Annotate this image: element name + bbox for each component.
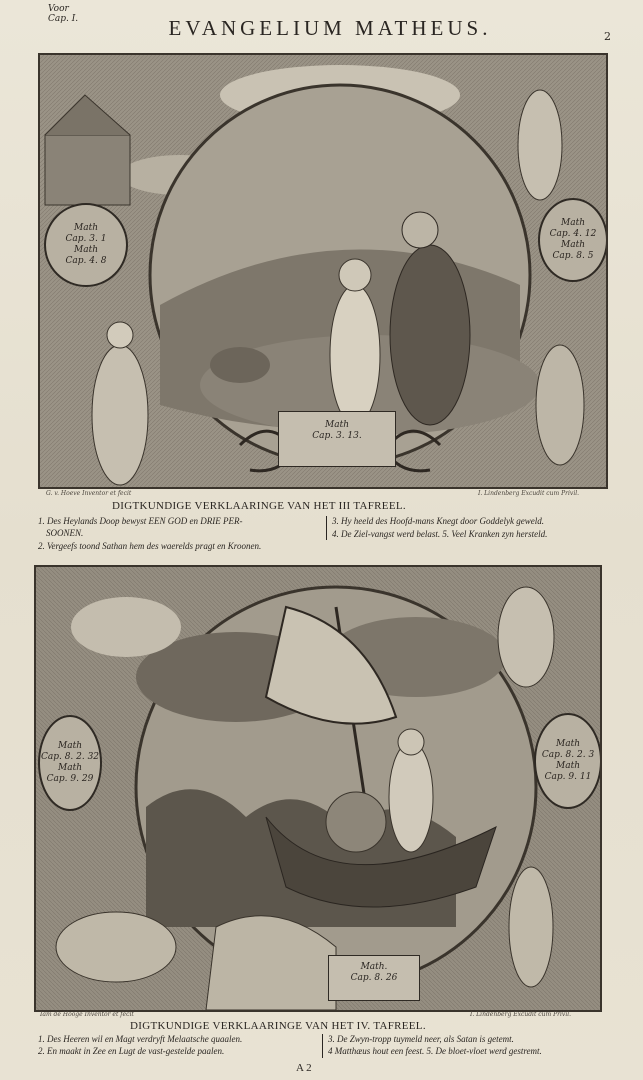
plate-caption: DIGTKUNDIGE VERKLAARINGE VAN HET III TAFREEL. [112, 500, 406, 512]
medallion-text: Cap. 4. 8 [65, 256, 107, 266]
scripture-medallion-left [44, 203, 128, 287]
page-title: EVANGELIUM MATHEUS. [168, 16, 492, 40]
medallion-text: Cap. 3. 1 [65, 234, 107, 244]
verse-text: 2. En maakt in Zee en Lugt de vast-gestelde paalen. [38, 1046, 225, 1056]
engraving-plate-2 [34, 565, 602, 1012]
medallion-text: Math [561, 218, 585, 228]
verse-text: 2. Vergeefs toond Sathan hem des waerelds pragt en Kroonen. [38, 541, 262, 551]
engraver-credit: Iam de Hooge Inventor et fecit [40, 1011, 134, 1018]
medallion-text: Cap. 8. 2. 3 [541, 750, 595, 760]
publisher-credit: I. Lindenberg Excudit cum Privil. [478, 490, 580, 497]
medallion-text: Cap. 8. 2. 32 [40, 752, 100, 762]
medallion-text: Cap. 9. 11 [544, 772, 592, 782]
medallion-text: Math [556, 761, 580, 771]
engraving-plate-2-artwork [36, 567, 600, 1010]
verse-text: SOONEN. [46, 528, 84, 538]
verse-divider [322, 1034, 323, 1058]
tablet-text: Cap. 8. 26 [350, 973, 398, 983]
scripture-tablet [328, 955, 420, 1001]
medallion-text: Math [561, 240, 585, 250]
signature-mark: A 2 [296, 1062, 312, 1074]
verse-text: 1. Des Heeren wil en Magt verdryft Melaatsche quaalen. [38, 1034, 243, 1044]
tablet-text: Math. [360, 962, 388, 972]
medallion-text: Cap. 8. 5 [552, 251, 594, 261]
medallion-text: Math [58, 763, 82, 773]
verse-text: 4. De Ziel-vangst werd belast. 5. Veel Kranken zyn hersteld. [332, 529, 548, 539]
medallion-text: Math [556, 739, 580, 749]
scripture-medallion-right [534, 713, 602, 809]
chapter-reference-line2: Cap. I. [48, 14, 79, 24]
scripture-medallion-right [538, 198, 608, 282]
verse-text: 1. Des Heylands Doop bewyst EEN GOD en DRIE PER- [38, 516, 243, 526]
engraving-plate-1 [38, 53, 608, 489]
verse-text: 3. Hy heeld des Hoofd-mans Knegt door Goddelyk geweld. [332, 516, 544, 526]
engraver-credit: G. v. Hoeve Inventor et fecit [46, 490, 132, 497]
page-number: 2 [604, 30, 611, 43]
verse-divider [326, 516, 327, 540]
scripture-tablet [278, 411, 396, 467]
plate-caption: DIGTKUNDIGE VERKLAARINGE VAN HET IV. TAFREEL. [130, 1020, 426, 1032]
publisher-credit: I. Lindenberg Excudit cum Privil. [470, 1011, 572, 1018]
medallion-text: Math [58, 741, 82, 751]
medallion-text: Math [74, 223, 98, 233]
medallion-text: Math [74, 245, 98, 255]
scripture-medallion-left [38, 715, 102, 811]
chapter-reference-line1: Voor [48, 4, 69, 14]
verse-text: 4 Matthæus hout een feest. 5. De bloet-vloet werd gestremt. [328, 1046, 542, 1056]
chapter-reference [48, 4, 78, 24]
tablet-text: Math [325, 420, 349, 430]
medallion-text: Cap. 4. 12 [549, 229, 597, 239]
medallion-text: Cap. 9. 29 [46, 774, 94, 784]
tablet-text: Cap. 3. 13. [312, 431, 362, 441]
verse-text: 3. De Zwyn-tropp tuymeld neer, als Satan is getemt. [328, 1034, 514, 1044]
